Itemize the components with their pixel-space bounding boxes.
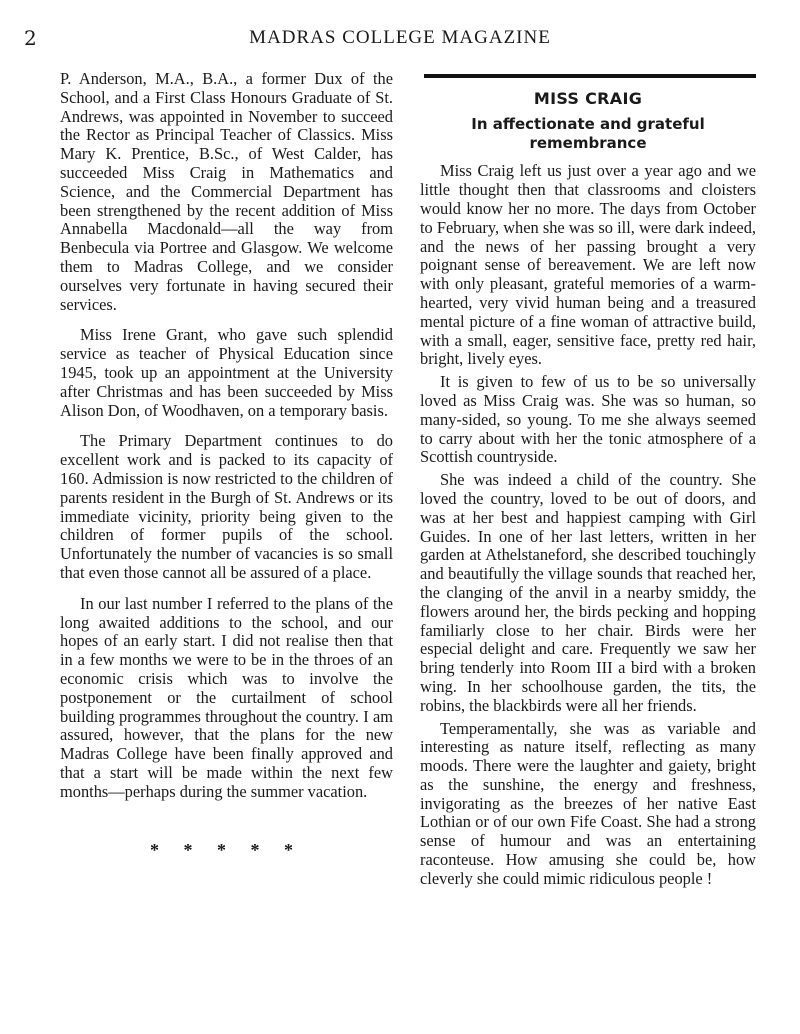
paragraph: Miss Craig left us just over a year ago and we little thought then that classrooms and cloisters would know her no more. The days from October to February, when she was so ill, were dark indeed, and the news of her passing brought a very poignant sense of bereavement. We are left now with only pleasant, grateful memories of a warm-hearted, very vivid human being and a treasured mental picture of a fine woman of attractive build, with a small, eager, sensitive face, pretty red hair, bright, lively eyes. — [420, 161, 756, 369]
paragraph: It is given to few of us to be so universally loved as Miss Craig was. She was so human, so many-sided, so young. To me she always seemed to carry about with her the tonic atmosphere of a Scottish countryside. — [420, 372, 756, 467]
article-title: MISS CRAIG — [533, 89, 643, 108]
heading-rule — [424, 74, 756, 78]
paragraph: She was indeed a child of the country. She loved the country, loved to be out of doors, and was at her best and happiest camping with Girl Guides. In one of her last letters, written in her garden at Athelstaneford, she described touchingly and beautifully the village sounds that reached her, the clanging of the anvil in a nearby smiddy, the flowers around her, the birds pecking and hopping familiarly close to her chair. Birds were her especial delight and care. Frequently we saw her bring tenderly into Room III a bird with a broken wing. In her schoolhouse garden, the tits, the robins, the blackbirds were all her friends. — [420, 470, 756, 715]
running-head: MADRAS COLLEGE MAGAZINE — [249, 27, 551, 48]
article-subtitle: In affectionate and grateful remembrance — [471, 114, 705, 152]
paragraph: P. Anderson, M.A., B.A., a former Dux of the School, and a First Class Honours Graduate of St. Andrews, was appointed in November to succeed the Rector as Principal Teacher of Classics. Miss Mary K. Prentice, B.Sc., of West Calder, has succeeded Miss Craig in Mathematics and Science, and the Commercial Department has been strengthened by the recent addition of Miss Annabella Macdonald—all the way from Benbecula via Portree and Glasgow. We welcome them to Madras College, and we consider ourselves very fortunate in having secured their services. — [60, 69, 393, 314]
left-column — [60, 70, 393, 860]
section-separator: * * * * * — [150, 840, 303, 861]
paragraph: Temperamentally, she was as variable and interesting as nature itself, reflecting as many moods. There were the laughter and gaiety, bright as the sunshine, the energy and freshness, invigorating as the breezes of her native East Lothian or of our own Fife Coast. She had a strong sense of humour and was an entertaining raconteuse. How amusing she could be, how cleverly she could mimic ridiculous people ! — [420, 718, 756, 888]
right-column — [420, 70, 756, 893]
page-number: 2 — [24, 26, 37, 50]
paragraph: The Primary Department continues to do excellent work and is packed to its capacity of 160. Admission is now restricted to the children of parents resident in the Burgh of St. Andrews or its immediate vicinity, priority being given to the children of former pupils of the school. Unfortunately the number of vacancies is so small that even those cannot all be assured of a place. — [60, 431, 393, 582]
paragraph: In our last number I referred to the plans of the long awaited additions to the school, and our hopes of an early start. I did not realise then that in a few months we were to be in the throes of an economic crisis which was to involve the postponement or the curtailment of school building programmes throughout the country. I am assured, however, that the plans for the new Madras College have been finally approved and that a start will be made within the next few months—perhaps during the summer vacation. — [60, 593, 393, 801]
paragraph: Miss Irene Grant, who gave such splendid service as teacher of Physical Education since 1945, took up an appointment at the University after Christmas and has been succeeded by Miss Alison Don, of Woodhaven, on a temporary basis. — [60, 325, 393, 420]
